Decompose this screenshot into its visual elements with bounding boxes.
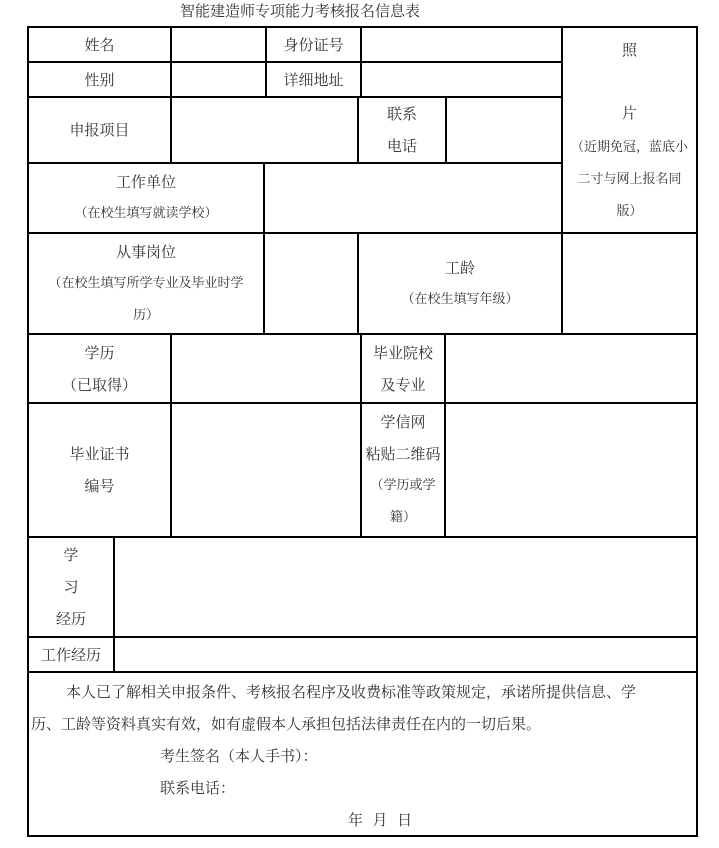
table-border bbox=[27, 671, 698, 673]
school-label-2: 及专业 bbox=[380, 375, 426, 394]
certificate-label bbox=[29, 404, 170, 536]
project-field[interactable] bbox=[172, 98, 357, 162]
seniority-label-note: （在校生填写年级） bbox=[401, 291, 519, 307]
signature-label: 考生签名（本人手书）： bbox=[160, 747, 318, 765]
contact-label-2: 电话 bbox=[386, 137, 417, 155]
qrcode-field[interactable] bbox=[446, 404, 696, 536]
id-field[interactable] bbox=[362, 28, 561, 61]
gender-field[interactable] bbox=[172, 63, 265, 96]
contact-field[interactable] bbox=[447, 98, 561, 162]
school-label bbox=[362, 335, 444, 402]
seniority-label bbox=[359, 234, 561, 333]
qrcode-label-4: 籍） bbox=[389, 510, 416, 525]
study-label-1: 学 bbox=[63, 546, 79, 564]
position-label bbox=[29, 234, 263, 333]
photo-note-2: 二寸与网上报名同 bbox=[577, 172, 682, 187]
qrcode-label bbox=[362, 404, 444, 536]
photo-label-1: 照 bbox=[621, 41, 637, 59]
education-label-2: （已取得） bbox=[61, 375, 137, 394]
seniority-label-main: 工龄 bbox=[444, 258, 475, 277]
id-label bbox=[267, 28, 360, 61]
photo-label-2: 片 bbox=[621, 104, 637, 122]
address-field[interactable] bbox=[362, 63, 561, 96]
project-label bbox=[29, 98, 170, 162]
gender-label-text: 性别 bbox=[84, 70, 115, 89]
name-field[interactable] bbox=[172, 28, 265, 61]
employer-field[interactable] bbox=[265, 164, 561, 232]
position-label-note-1: （在校生填写所学专业及毕业时学 bbox=[48, 275, 244, 291]
qrcode-label-2: 粘贴二维码 bbox=[365, 445, 441, 463]
certificate-label-1: 毕业证书 bbox=[69, 445, 130, 463]
address-label bbox=[267, 63, 360, 96]
qrcode-label-3: （学历或学 bbox=[370, 478, 436, 493]
education-field[interactable] bbox=[172, 335, 360, 402]
work-history-label-text: 工作经历 bbox=[40, 645, 101, 664]
position-field[interactable] bbox=[265, 234, 357, 333]
work-history-label bbox=[29, 638, 113, 671]
date-label: 年 月 日 bbox=[348, 811, 413, 829]
education-label-1: 学历 bbox=[84, 343, 115, 362]
name-label-text: 姓名 bbox=[84, 35, 115, 54]
certificate-field[interactable] bbox=[172, 404, 360, 536]
school-label-1: 毕业院校 bbox=[372, 343, 433, 362]
study-label bbox=[29, 538, 113, 636]
qrcode-label-1: 学信网 bbox=[380, 413, 426, 431]
certificate-label-2: 编号 bbox=[84, 477, 115, 495]
study-field[interactable] bbox=[115, 538, 696, 636]
gender-label bbox=[29, 63, 170, 96]
study-label-2: 习 bbox=[63, 578, 79, 596]
employer-label bbox=[29, 164, 263, 232]
work-history-field[interactable] bbox=[115, 638, 696, 671]
school-field[interactable] bbox=[446, 335, 696, 402]
page-title: 智能建造师专项能力考核报名信息表 bbox=[179, 2, 420, 20]
photo-cell[interactable] bbox=[563, 28, 696, 232]
address-label-text: 详细地址 bbox=[283, 70, 344, 89]
table-border bbox=[696, 26, 698, 837]
seniority-field[interactable] bbox=[563, 234, 696, 333]
study-label-3: 经历 bbox=[55, 610, 86, 628]
project-label-text: 申报项目 bbox=[69, 121, 130, 139]
contact-label bbox=[359, 98, 445, 162]
position-label-main: 从事岗位 bbox=[115, 242, 176, 261]
name-label bbox=[29, 28, 170, 61]
id-label-text: 身份证号 bbox=[283, 35, 344, 54]
declaration-line-2: 历、工龄等资料真实有效，如有虚假本人承担包括法律责任在内的一切后果。 bbox=[31, 715, 542, 733]
contact-label-1: 联系 bbox=[386, 105, 417, 123]
employer-label-note: （在校生填写就读学校） bbox=[74, 206, 218, 221]
declaration-line-1: 本人已了解相关申报条件、考核报名程序及收费标准等政策规定，承诺所提供信息、学 bbox=[66, 683, 637, 701]
photo-note-1: （近期免冠，蓝底小 bbox=[570, 140, 688, 155]
education-label bbox=[29, 335, 170, 402]
phone-label: 联系电话： bbox=[160, 779, 236, 797]
employer-label-main: 工作单位 bbox=[115, 173, 176, 191]
photo-note-3: 版） bbox=[616, 204, 643, 219]
position-label-note-2: 历） bbox=[132, 307, 159, 323]
